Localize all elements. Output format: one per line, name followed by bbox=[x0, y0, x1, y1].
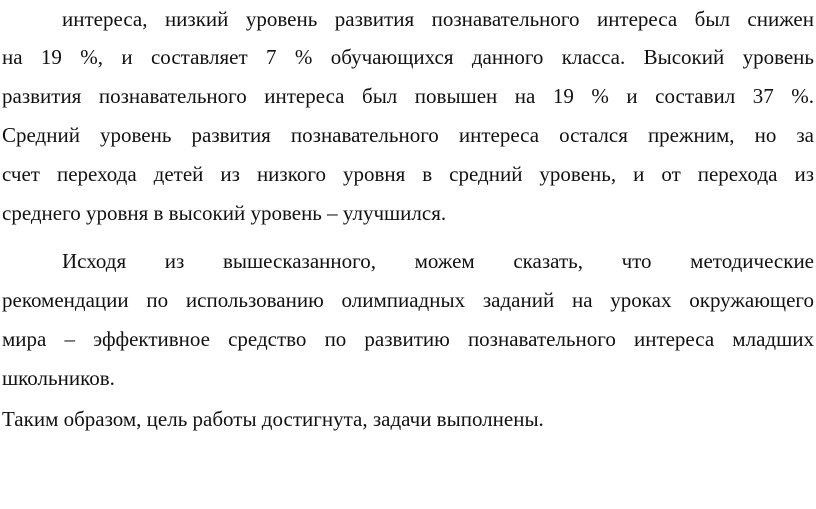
paragraph-2-line-4: школьников. bbox=[2, 366, 115, 390]
paragraph-2-line-2: рекомендации по использованию олимпиадных заданий на уроках окружающего bbox=[2, 288, 814, 312]
paragraph-1-line-6: среднего уровня в высокий уровень – улучшился. bbox=[2, 201, 447, 225]
paragraph-3-line-1: Таким образом, цель работы достигнута, задачи выполнены. bbox=[2, 407, 544, 431]
paragraph-1-line-5: счет перехода детей из низкого уровня в средний уровень, и от перехода из bbox=[2, 162, 814, 186]
paragraph-1-line-1: интереса, низкий уровень развития познавательного интереса был снижен bbox=[62, 7, 814, 31]
paragraph-2-line-3: мира – эффективное средство по развитию познавательного интереса младших bbox=[2, 327, 814, 351]
paragraph-1-line-4: Средний уровень развития познавательного интереса остался прежним, но за bbox=[2, 123, 814, 147]
paragraph-2-line-1: Исходя из вышесказанного, можем сказать, что методические bbox=[62, 249, 814, 273]
paragraph-1-line-3: развития познавательного интереса был повышен на 19 % и составил 37 %. bbox=[2, 84, 814, 108]
paragraph-1-line-2: на 19 %, и составляет 7 % обучающихся данного класса. Высокий уровень bbox=[2, 45, 814, 69]
